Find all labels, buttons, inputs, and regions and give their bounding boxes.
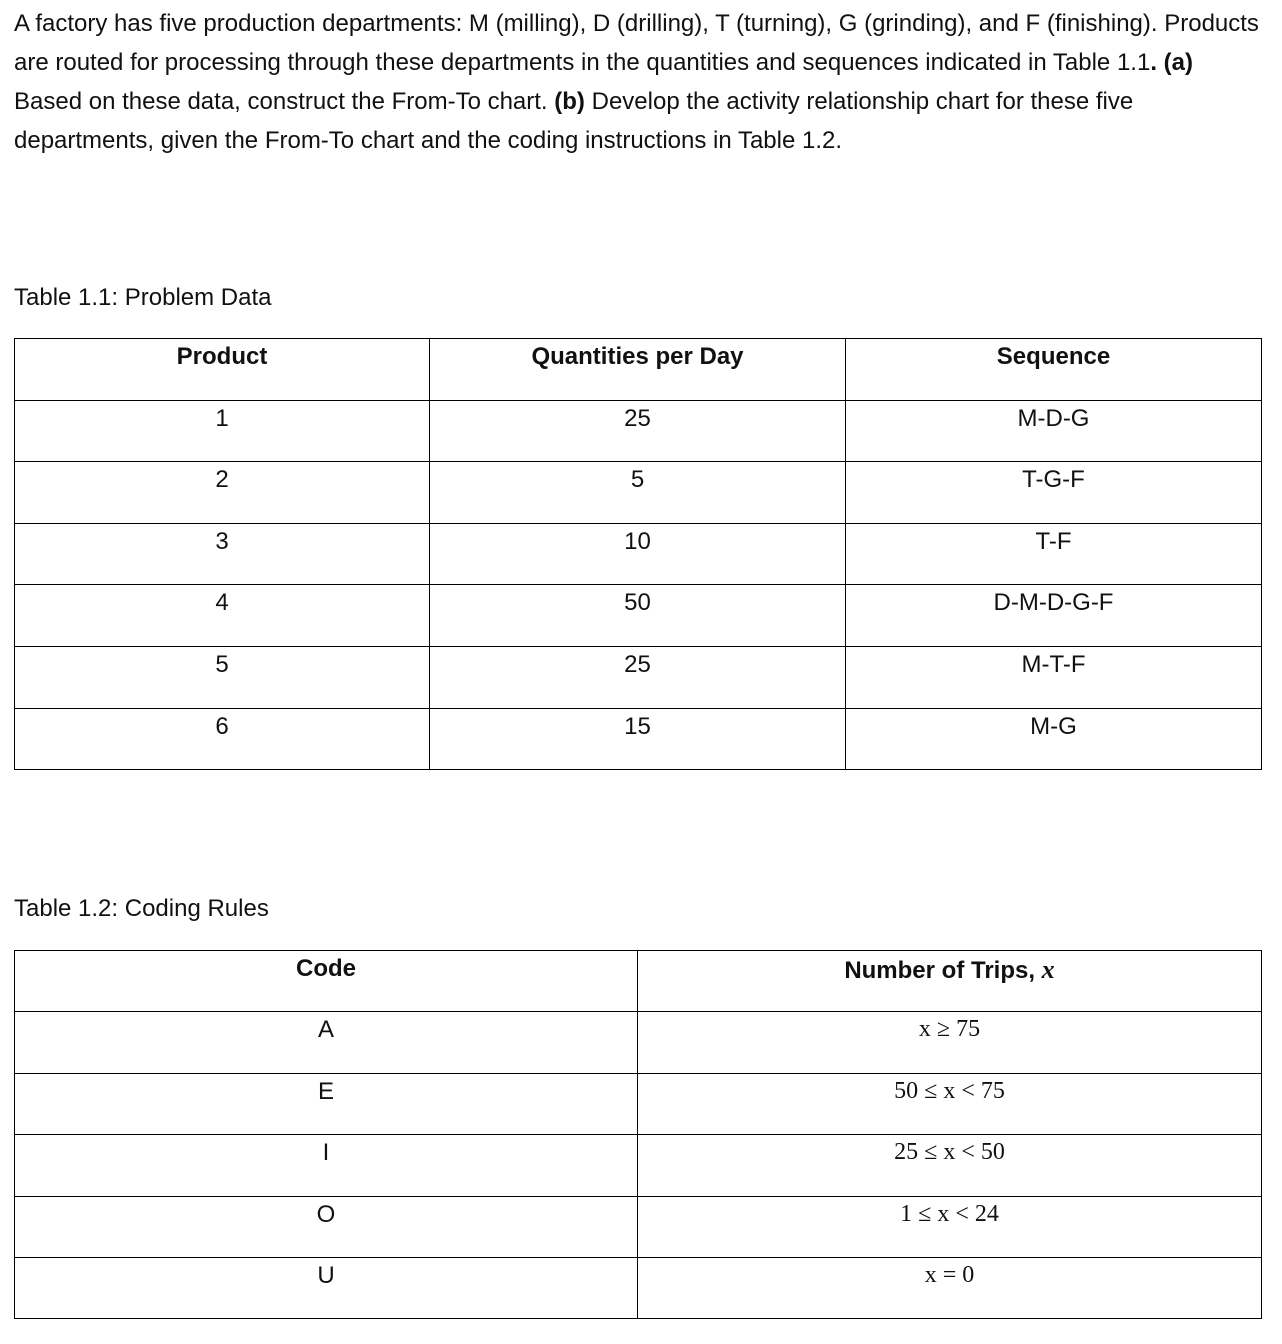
trips-header-text: Number of Trips, xyxy=(844,957,1042,984)
quantity-cell: 50 xyxy=(430,585,846,647)
table-1-caption: Table 1.1: Problem Data xyxy=(14,284,272,311)
table-row xyxy=(15,1257,1262,1318)
table-row xyxy=(15,585,1262,647)
sequence-cell: M-G xyxy=(846,708,1262,770)
problem-text-4: Develop the activity relationship chart for these five departments, given the From-To chart and the coding instructions in Table 1.2. xyxy=(14,88,1134,154)
quantity-cell: 10 xyxy=(430,523,846,585)
code-cell: A xyxy=(15,1012,638,1073)
code-cell: U xyxy=(15,1257,638,1318)
table-row xyxy=(15,646,1262,708)
trip-range-cell: x = 0 xyxy=(638,1257,1262,1318)
trip-range-cell: 50 ≤ x < 75 xyxy=(638,1073,1262,1134)
sequence-cell: D-M-D-G-F xyxy=(846,585,1262,647)
column-header-sequence: Sequence xyxy=(846,339,1262,401)
problem-period: . xyxy=(1150,49,1164,76)
table-row xyxy=(15,1135,1262,1196)
quantity-cell: 25 xyxy=(430,400,846,462)
part-b-label: (b) xyxy=(554,88,585,115)
part-a-label: (a) xyxy=(1163,49,1193,76)
table-row xyxy=(15,1073,1262,1134)
product-cell: 6 xyxy=(15,708,430,770)
sequence-cell: M-D-G xyxy=(846,400,1262,462)
table-row xyxy=(15,400,1262,462)
trip-range-cell: 25 ≤ x < 50 xyxy=(638,1135,1262,1196)
coding-rules-table xyxy=(14,950,1262,1319)
product-cell: 2 xyxy=(15,462,430,524)
product-cell: 5 xyxy=(15,646,430,708)
table-2-caption: Table 1.2: Coding Rules xyxy=(14,895,269,922)
column-header-product: Product xyxy=(15,339,430,401)
code-cell: I xyxy=(15,1135,638,1196)
product-cell: 3 xyxy=(15,523,430,585)
quantity-cell: 25 xyxy=(430,646,846,708)
trip-range-cell: 1 ≤ x < 24 xyxy=(638,1196,1262,1257)
problem-data-table xyxy=(14,338,1262,770)
sequence-cell: M-T-F xyxy=(846,646,1262,708)
table-row xyxy=(15,1196,1262,1257)
column-header-trips xyxy=(638,951,1262,1012)
table-row xyxy=(15,462,1262,524)
sequence-cell: T-G-F xyxy=(846,462,1262,524)
product-cell: 1 xyxy=(15,400,430,462)
table-row xyxy=(15,708,1262,770)
table-header-row xyxy=(15,951,1262,1012)
table-row xyxy=(15,1012,1262,1073)
sequence-cell: T-F xyxy=(846,523,1262,585)
quantity-cell: 15 xyxy=(430,708,846,770)
table-header-row xyxy=(15,339,1262,401)
product-cell: 4 xyxy=(15,585,430,647)
table-row xyxy=(15,523,1262,585)
code-cell: E xyxy=(15,1073,638,1134)
trips-header-variable: x xyxy=(1041,955,1055,984)
column-header-code: Code xyxy=(15,951,638,1012)
problem-text-1: A factory has five production departments: M (milling), D (drilling), T (turning), G (grinding), and F (finishing). Products are routed for processing through these departments in the quantities and sequences indicated in Table 1.1 xyxy=(14,10,1259,76)
column-header-quantities: Quantities per Day xyxy=(430,339,846,401)
quantity-cell: 5 xyxy=(430,462,846,524)
problem-text-3: Based on these data, construct the From-To chart. xyxy=(14,88,555,115)
trip-range-cell: x ≥ 75 xyxy=(638,1012,1262,1073)
problem-statement xyxy=(14,4,1264,160)
code-cell: O xyxy=(15,1196,638,1257)
